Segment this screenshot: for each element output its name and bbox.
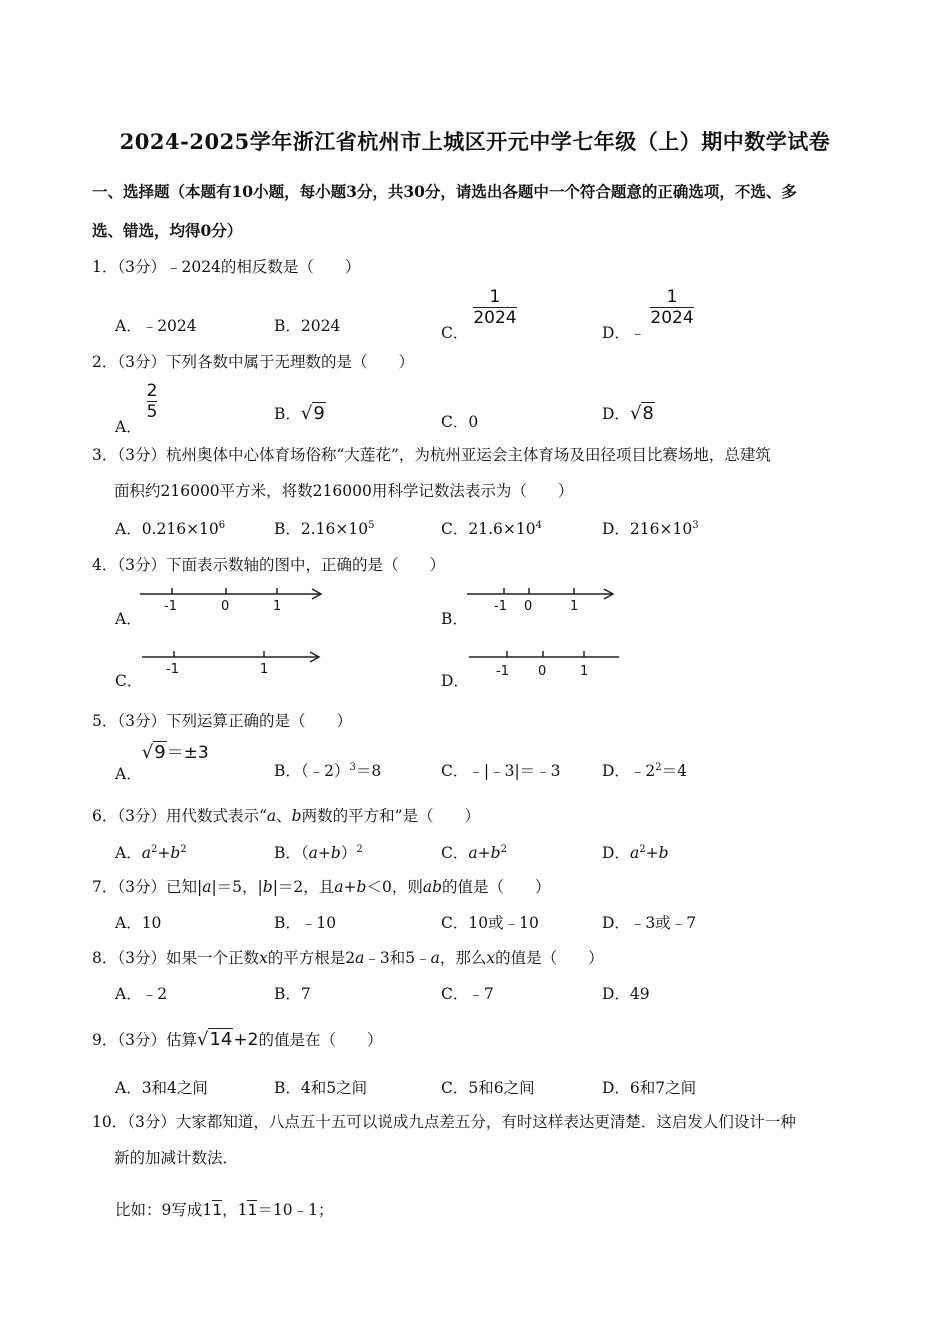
q6-option-c: C．$a+b^2$ [441, 843, 507, 862]
q4c-tick-1: 1 [260, 662, 269, 677]
question-2-stem: 2．（3分）下列各数中属于无理数的是（ ） [92, 353, 414, 371]
q1-option-c: C． $\frac{1}{2024}$ [441, 287, 517, 342]
page-title: 2024-2025学年浙江省杭州市上城区开元中学七年级（上）期中数学试卷 [119, 129, 831, 154]
q2-a-fraction: $\frac{2}{5}$ [146, 381, 158, 422]
q2-b-sqrt: √9 [300, 403, 325, 424]
q7-option-a: A．10 [115, 914, 162, 932]
q5-option-a: A．√9＝±3 [115, 742, 209, 783]
q4-option-c-label: C． [115, 672, 143, 690]
question-6-stem: 6．（3分）用代数式表示“a、b两数的平方和”是（ ） [92, 807, 481, 825]
q9-sqrt: √14 [196, 1029, 233, 1050]
q3-option-b: B．$2.16\times 10^5$ [274, 519, 375, 538]
q4d-tick-0: 0 [538, 664, 547, 679]
q4b-tick-neg1: -1 [494, 599, 507, 614]
q4b-tick-1: 1 [570, 599, 579, 614]
q4d-tick-neg1: -1 [496, 664, 509, 679]
q4c-tick-neg1: -1 [166, 662, 179, 677]
section-heading-line1: 一、选择题（本题有10小题，每小题3分，共30分，请选出各题中一个符合题意的正确选项，不选、多 [92, 182, 797, 201]
q4-number-line-c [140, 645, 330, 681]
q6-option-d: D．$a^2+b$ [602, 843, 669, 862]
q7-option-c: C．10或﹣10 [441, 914, 539, 932]
question-10-stem: 10．（3分）大家都知道，八点五十五可以说成九点差五分，有时这样表达更清楚．这启发人们设计一种 新的加减计数法． [92, 1113, 796, 1167]
question-3-stem: 3．（3分）杭州奥体中心体育场俗称“大莲花”，为杭州亚运会主体育场及田径项目比赛场地，总建筑 面积约216000平方米，将数216000用科学记数法表示为（ ） [92, 446, 771, 500]
q4b-tick-0: 0 [524, 599, 533, 614]
section-heading-line2: 选、错选，均得0分） [92, 221, 243, 240]
q5-option-b: B．（﹣2）$^3$＝8 [274, 761, 382, 780]
q4-number-line-d [467, 645, 627, 681]
q4a-tick-1: 1 [273, 599, 282, 614]
q9-option-b: B．4和5之间 [274, 1079, 368, 1097]
q6-option-b: B．$(a+b)^2$ [274, 843, 363, 862]
q1-d-fraction: $\frac{1}{2024}$ [650, 287, 694, 328]
q9-option-c: C．5和6之间 [441, 1079, 535, 1097]
q2-option-c: C．0 [441, 413, 479, 431]
q6-option-a: A．$a^2+b^2$ [115, 843, 187, 862]
question-7-stem: 7．（3分）已知|a|＝5，|b|＝2，且a+b＜0，则ab的值是（ ） [92, 878, 551, 896]
q5-option-c: C．﹣|﹣3|＝﹣3 [441, 762, 561, 780]
q9-option-d: D．6和7之间 [602, 1079, 697, 1097]
q3-option-d: D．$216\times 10^3$ [602, 519, 699, 538]
q8-option-b: B．7 [274, 985, 311, 1003]
q4-option-a-label: A． [115, 610, 142, 628]
q3-option-a: A．$0.216\times 10^6$ [115, 519, 226, 538]
q8-option-d: D．49 [602, 985, 650, 1003]
q2-d-sqrt: √8 [629, 403, 654, 424]
q4-option-b-label: B． [441, 610, 468, 628]
q4-option-d-label: D． [441, 672, 469, 690]
q4d-tick-1: 1 [580, 664, 589, 679]
q5-a-sqrt: √9 [141, 742, 166, 763]
q10-example: 比如：9写成11，11＝10﹣1； [115, 1201, 334, 1219]
question-9-stem: 9．（3分）估算√14+2的值是在（ ） [92, 1029, 383, 1050]
q4-number-line-b [467, 582, 617, 618]
q4a-tick-neg1: -1 [164, 599, 177, 614]
q3-option-c: C．$21.6\times 10^4$ [441, 519, 542, 538]
question-5-stem: 5．（3分）下列运算正确的是（ ） [92, 712, 352, 730]
question-8-stem: 8．（3分）如果一个正数x的平方根是2a﹣3和5﹣a，那么x的值是（ ） [92, 949, 604, 967]
question-1-stem: 1．（3分）﹣2024的相反数是（ ） [92, 258, 361, 276]
q8-option-c: C．﹣7 [441, 985, 494, 1003]
q5-option-d: D．$﹣2^2=4$ [602, 761, 688, 780]
q2-option-d: D．√8 [602, 403, 654, 424]
q7-option-d: D．﹣3或﹣7 [602, 914, 697, 932]
question-4-stem: 4．（3分）下面表示数轴的图中，正确的是（ ） [92, 556, 445, 574]
q4-number-line-a [140, 582, 330, 618]
q1-c-fraction: $\frac{1}{2024}$ [473, 287, 517, 328]
q9-option-a: A．3和4之间 [115, 1079, 208, 1097]
q1-option-d: D．﹣ $\frac{1}{2024}$ [602, 287, 694, 342]
q1-option-a: A．﹣2024 [115, 317, 197, 335]
q2-option-b: B．√9 [274, 403, 325, 424]
q7-option-b: B．﹣10 [274, 914, 337, 932]
q8-option-a: A．﹣2 [115, 985, 168, 1003]
q4a-tick-0: 0 [221, 599, 230, 614]
q1-option-b: B．2024 [274, 317, 341, 335]
q2-option-a: A． $\frac{2}{5}$ [115, 381, 158, 436]
